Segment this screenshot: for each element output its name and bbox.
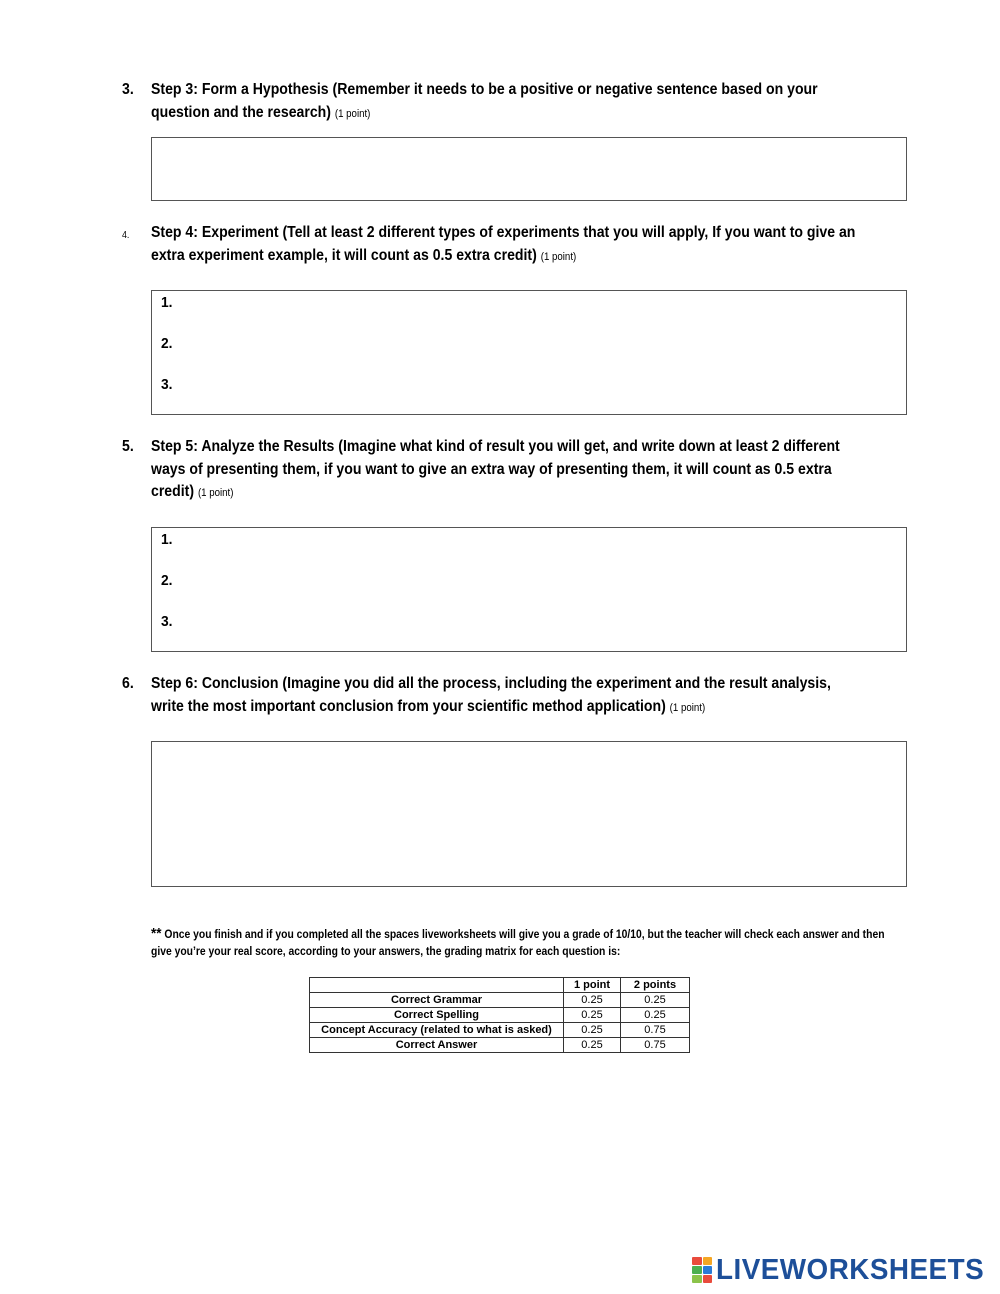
logo-block <box>692 1275 702 1283</box>
points-label: (1 point) <box>669 701 706 714</box>
criterion-cell: Correct Answer <box>310 1038 564 1053</box>
score-1-point-cell: 0.25 <box>564 1023 621 1038</box>
table-row <box>310 1023 690 1038</box>
logo-block <box>703 1257 713 1265</box>
question-text: Step 4: Experiment (Tell at least 2 different types of experiments that you will apply, If you want to give an extra experiment example, it will count as 0.5 extra credit) (1 point) <box>151 224 856 264</box>
score-2-points-cell: 0.75 <box>621 1023 690 1038</box>
grading-matrix-table <box>309 977 690 1053</box>
logo-block <box>703 1275 713 1283</box>
question-number: 6. <box>122 675 134 692</box>
criterion-cell: Correct Spelling <box>310 1008 564 1023</box>
points-label: (1 point) <box>540 250 577 263</box>
note-text: Once you finish and if you completed all the spaces liveworksheets will give you a grade of 10/10, but the teacher will check each answer and then give you’re your real score, according to your answers, the grading matrix for each question is: <box>151 929 885 958</box>
criterion-cell: Concept Accuracy (related to what is asked) <box>310 1023 564 1038</box>
table-row <box>310 1008 690 1023</box>
points-label: (1 point) <box>197 487 234 499</box>
logo-text: LIVEWORKSHEETS <box>716 1253 985 1286</box>
score-2-points-cell: 0.75 <box>621 1038 690 1053</box>
answer-line-2: 2. <box>161 335 173 352</box>
question-number: 3. <box>122 81 134 98</box>
question-text: Step 5: Analyze the Results (Imagine what kind of result you will get, and write down at least 2 different ways of presenting them, if you want to give an extra way of presenting them, it will count as 0.5 extra credit) (1 point) <box>151 438 840 500</box>
answer-line-3: 3. <box>161 376 173 393</box>
logo-block <box>692 1266 702 1274</box>
answer-box-6[interactable] <box>151 741 907 887</box>
grading-note <box>151 925 898 961</box>
header-2-points: 2 points <box>621 978 690 993</box>
answer-line-2: 2. <box>161 572 173 589</box>
points-label: (1 point) <box>334 107 371 120</box>
question-text: Step 3: Form a Hypothesis (Remember it needs to be a positive or negative sentence based on your question and the research) (1 point) <box>151 81 818 121</box>
score-2-points-cell: 0.25 <box>621 993 690 1008</box>
criterion-cell: Correct Grammar <box>310 993 564 1008</box>
question-text: Step 6: Conclusion (Imagine you did all the process, including the experiment and the result analysis, write the most important conclusion from your scientific method application) (1 point) <box>151 675 831 715</box>
score-1-point-cell: 0.25 <box>564 1008 621 1023</box>
question-number: 5. <box>122 438 134 455</box>
logo-blocks-icon <box>692 1257 712 1283</box>
logo-block <box>692 1257 702 1265</box>
table-row <box>310 993 690 1008</box>
answer-box-5[interactable] <box>151 527 907 652</box>
answer-box-4[interactable] <box>151 290 907 415</box>
header-criterion <box>310 978 564 993</box>
answer-line-1: 1. <box>161 531 173 548</box>
table-header-row <box>310 978 690 993</box>
table-row <box>310 1038 690 1053</box>
question-number: 4. <box>122 230 130 241</box>
answer-line-1: 1. <box>161 294 173 311</box>
note-asterisks: ** <box>151 925 162 942</box>
score-1-point-cell: 0.25 <box>564 1038 621 1053</box>
logo-block <box>703 1266 713 1274</box>
answer-line-3: 3. <box>161 613 173 630</box>
answer-box-3[interactable] <box>151 137 907 201</box>
liveworksheets-logo <box>692 1253 995 1287</box>
score-1-point-cell: 0.25 <box>564 993 621 1008</box>
header-1-point: 1 point <box>564 978 621 993</box>
score-2-points-cell: 0.25 <box>621 1008 690 1023</box>
